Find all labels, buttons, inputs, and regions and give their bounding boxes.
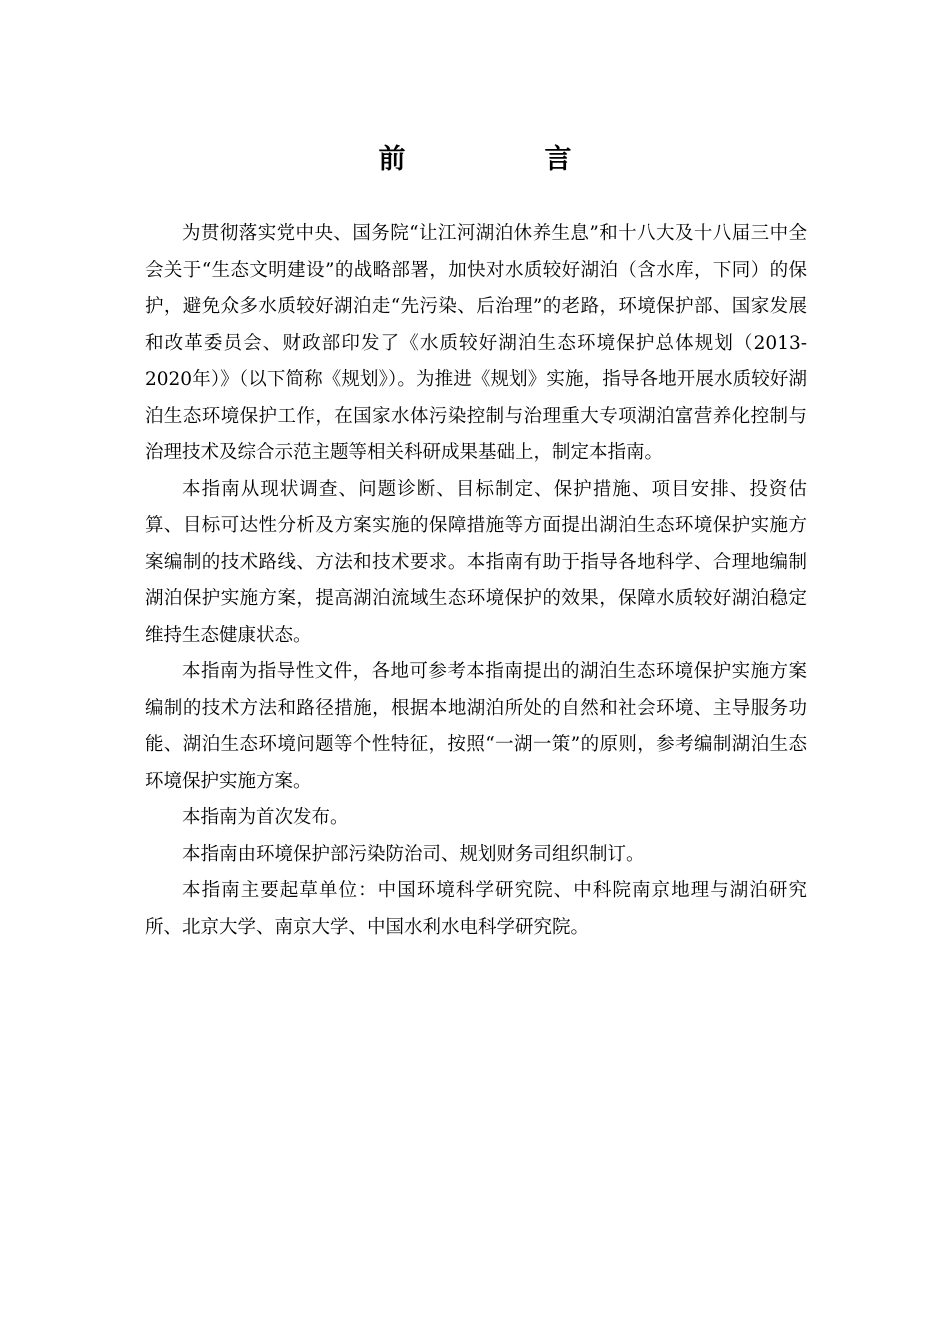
document-body bbox=[145, 216, 807, 946]
paragraph-2: 本指南从现状调查、问题诊断、目标制定、保护措施、项目安排、投资估算、目标可达性分析及方案实施的保障措施等方面提出湖泊生态环境保护实施方案编制的技术路线、方法和技术要求。本指南有助于指导各地科学、合理地编制湖泊保护实施方案，提高湖泊流域生态环境保护的效果，保障水质较好湖泊稳定维持生态健康状态。 bbox=[145, 478, 807, 646]
paragraph-1: 为贯彻落实党中央、国务院“让江河湖泊休养生息”和十八大及十八届三中全会关于“生态文明建设”的战略部署，加快对水质较好湖泊（含水库，下同）的保护，避免众多水质较好湖泊走“先污染、后治理”的老路，环境保护部、国家发展和改革委员会、财政部印发了《水质较好湖泊生态环境保护总体规划（2013-2020年）》（以下简称《规划》）。为推进《规划》实施，指导各地开展水质较好湖泊生态环境保护工作，在国家水体污染控制与治理重大专项湖泊富营养化控制与治理技术及综合示范主题等相关科研成果基础上，制定本指南。 bbox=[145, 223, 807, 463]
paragraph-4: 本指南为首次发布。 bbox=[182, 807, 349, 828]
page-title: 前 言 bbox=[378, 144, 628, 175]
paragraph-3: 本指南为指导性文件，各地可参考本指南提出的湖泊生态环境保护实施方案编制的技术方法和路径措施，根据本地湖泊所处的自然和社会环境、主导服务功能、湖泊生态环境问题等个性特征，按照“一湖一策”的原则，参考编制湖泊生态环境保护实施方案。 bbox=[145, 661, 807, 792]
paragraph-6: 本指南主要起草单位：中国环境科学研究院、中科院南京地理与湖泊研究所、北京大学、南京大学、中国水利水电科学研究院。 bbox=[145, 880, 807, 938]
paragraph-5: 本指南由环境保护部污染防治司、规划财务司组织制订。 bbox=[182, 843, 645, 865]
